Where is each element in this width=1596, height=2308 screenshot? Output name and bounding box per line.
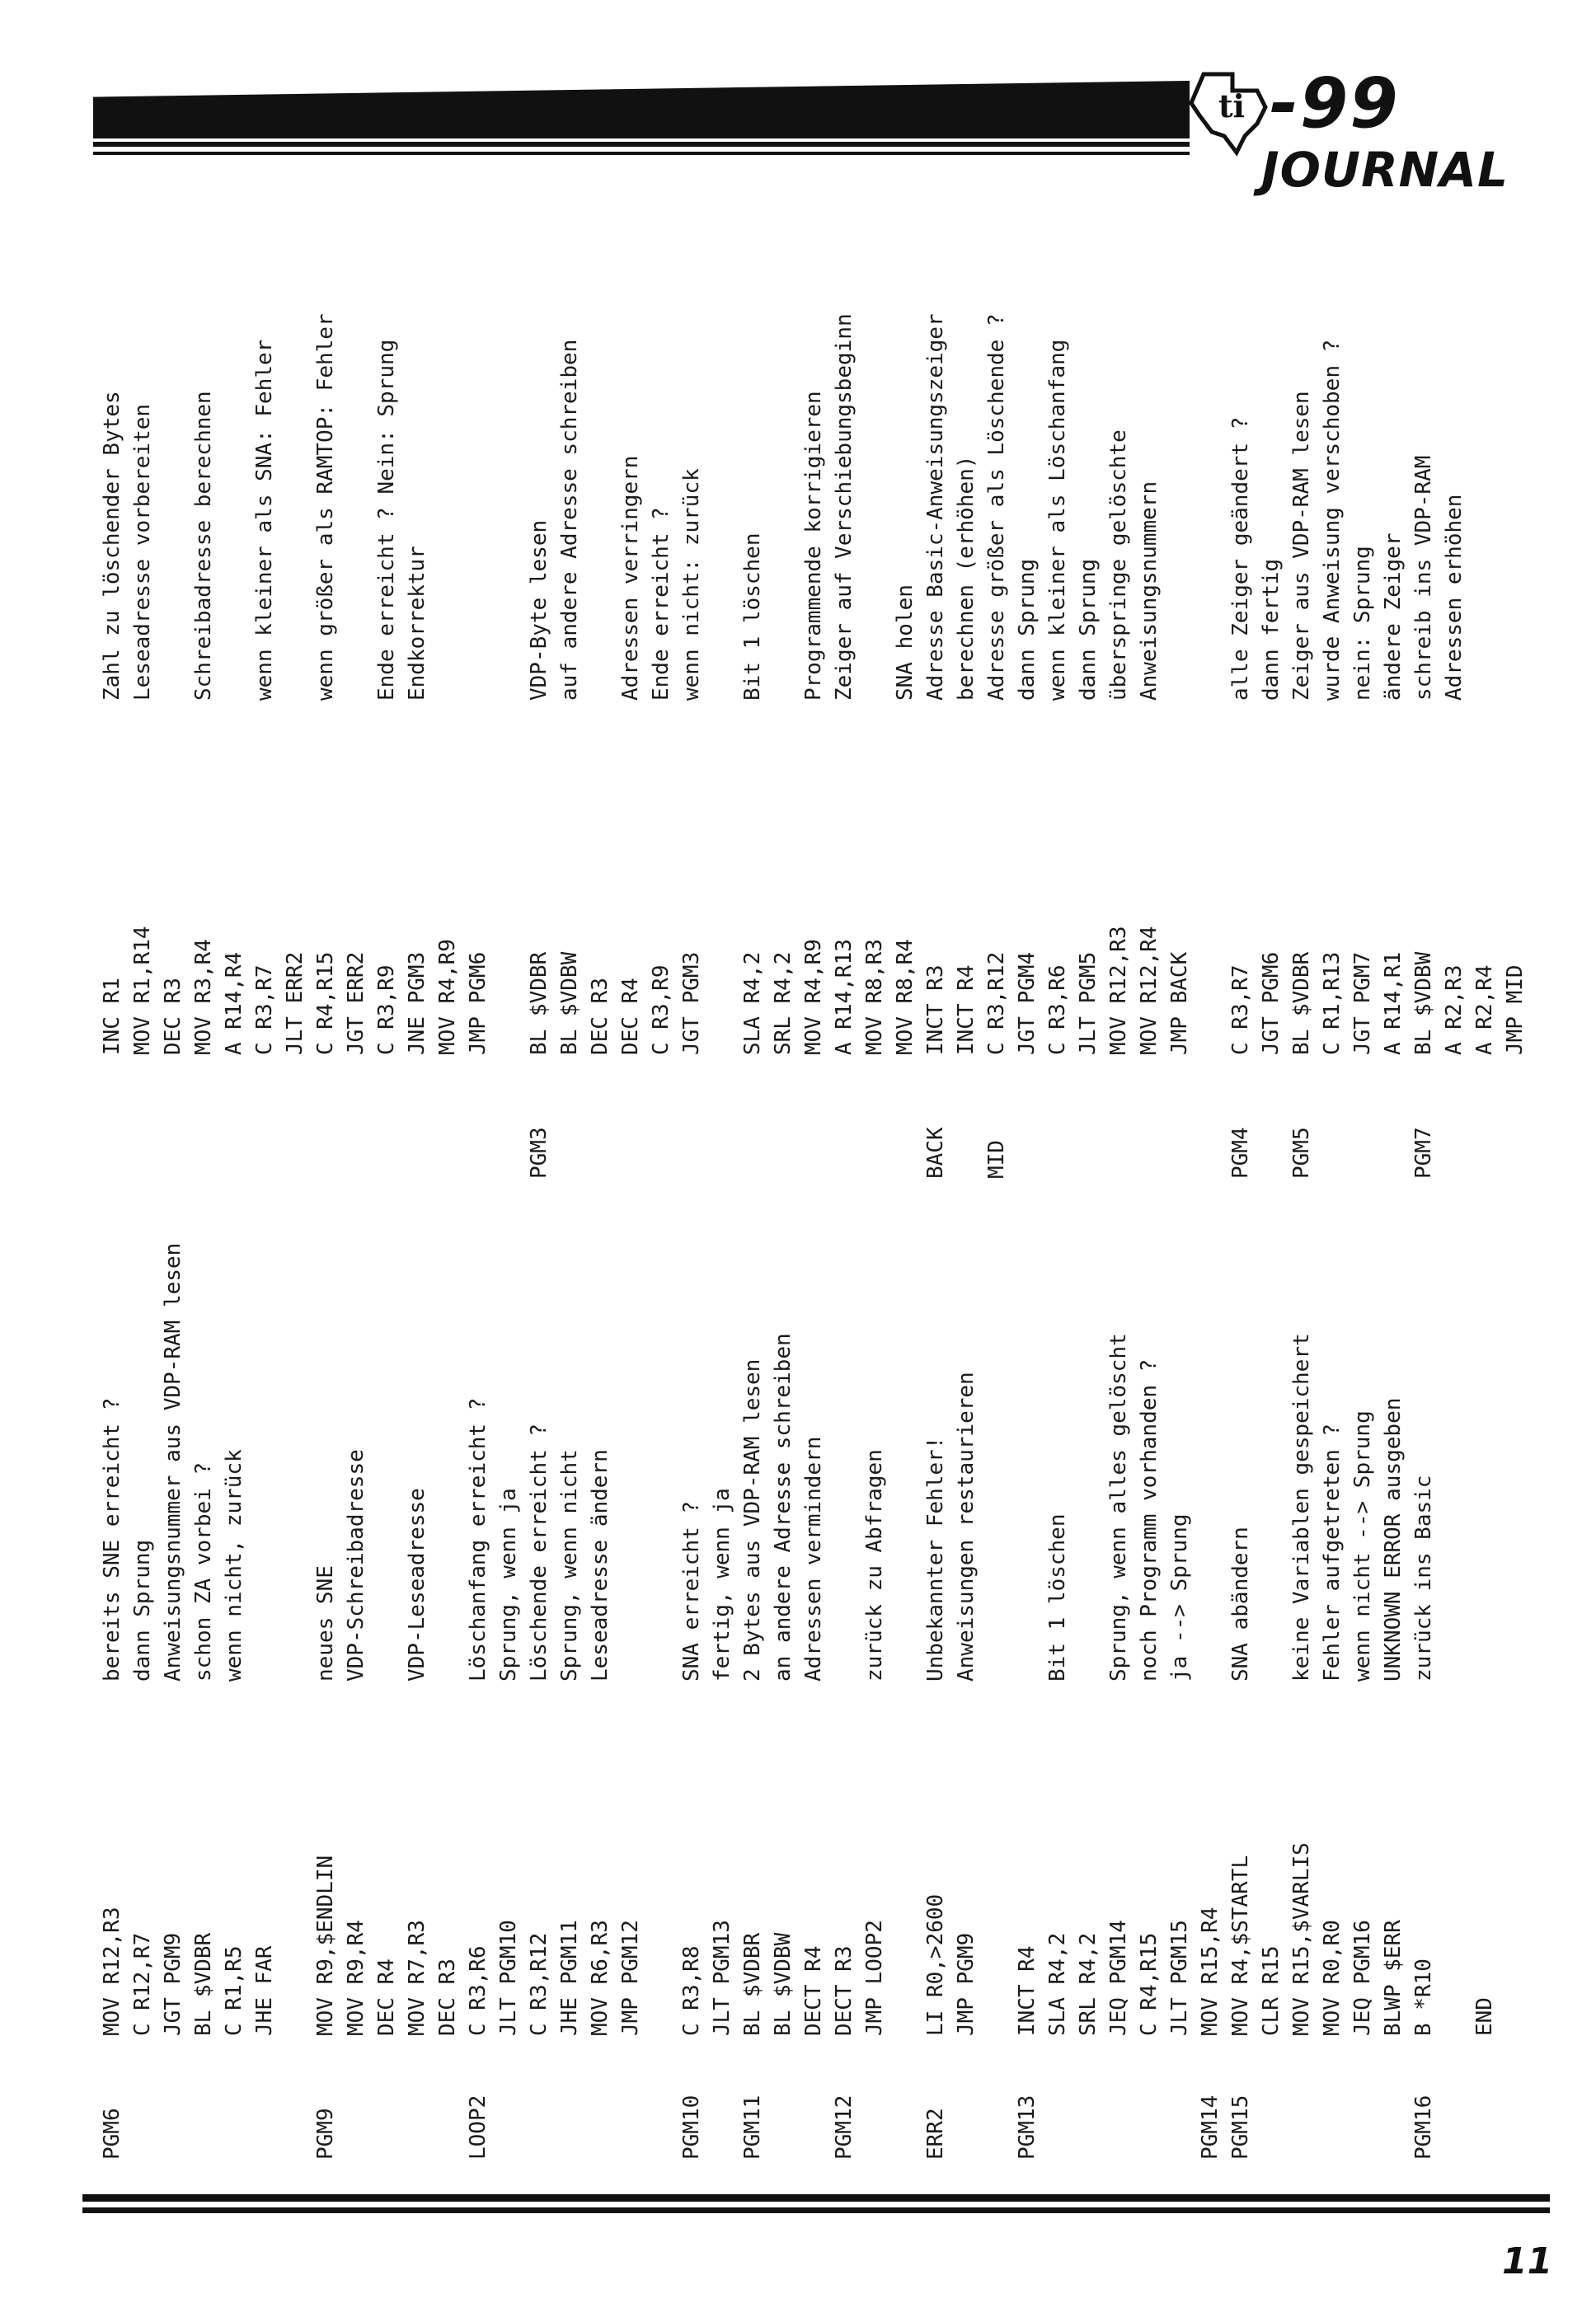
code-instruction: DEC R3	[161, 978, 185, 1055]
code-label: PGM15	[1228, 2095, 1253, 2160]
code-instruction: JEQ PGM16	[1350, 1920, 1375, 2036]
code-line	[1228, 0, 1254, 1179]
code-line	[190, 0, 217, 1179]
code-label: PGM6	[100, 2108, 124, 2160]
code-comment: zurück ins Basic	[1411, 1475, 1436, 1682]
code-comment: Adressen verringern	[618, 455, 643, 701]
code-instruction: JLT PGM15	[1167, 1920, 1192, 2036]
code-line	[1044, 0, 1071, 1179]
code-instruction: A R14,R13	[832, 939, 857, 1055]
code-label: LOOP2	[466, 2095, 491, 2160]
code-line	[465, 0, 491, 1179]
code-instruction: JLT PGM13	[710, 1920, 735, 2036]
code-comment: Anweisungsnummern	[1137, 481, 1162, 701]
code-instruction: MOV R7,R3	[405, 1920, 430, 2036]
code-comment: wenn kleiner als Löschanfang	[1045, 339, 1070, 701]
code-instruction: DEC R3	[435, 1959, 460, 2036]
code-line	[861, 0, 888, 1179]
code-instruction: C R3,R9	[649, 964, 674, 1055]
code-instruction: BL $VDBR	[740, 1932, 765, 2036]
code-line	[404, 0, 430, 1179]
code-comment: Bit 1 löschen	[740, 532, 765, 701]
code-line	[587, 0, 613, 1179]
code-comment: Zahl zu löschender Bytes	[100, 391, 124, 701]
code-comment: noch Programm vorhanden ?	[1137, 1358, 1162, 1682]
code-comment: bereits SNE erreicht ?	[100, 1397, 124, 1682]
code-line	[709, 0, 735, 1179]
code-instruction: MOV R9,$ENDLIN	[313, 1855, 338, 2036]
code-instruction: B *R10	[1411, 1959, 1436, 2036]
code-label: BACK	[923, 1127, 948, 1179]
code-line	[983, 0, 1010, 1179]
code-comment: Fehler aufgetreten ?	[1320, 1423, 1345, 1682]
code-instruction: JGT PGM4	[1015, 951, 1040, 1055]
code-instruction: BL $VDBR	[527, 951, 552, 1055]
code-instruction: C R3,R6	[466, 1945, 491, 2036]
code-instruction: MOV R15,$VARLIS	[1289, 1842, 1314, 2036]
brand-journal: JOURNAL	[1261, 142, 1509, 198]
code-line	[343, 0, 369, 1179]
code-comment: Leseadresse vorbereiten	[130, 403, 155, 701]
code-comment: auf andere Adresse schreiben	[557, 339, 582, 701]
code-label: MID	[984, 1140, 1009, 1179]
code-instruction: DEC R4	[374, 1959, 399, 2036]
brand-number: -99	[1270, 63, 1400, 143]
code-label: PGM12	[832, 2095, 857, 2160]
code-line	[556, 0, 583, 1179]
code-label: PGM9	[313, 2108, 338, 2160]
code-line	[434, 0, 461, 1179]
code-line	[922, 0, 949, 1179]
code-instruction: MOV R3,R4	[191, 939, 216, 1055]
code-comment: Löschende erreicht ?	[527, 1423, 552, 1682]
code-instruction: DEC R3	[588, 978, 613, 1055]
code-instruction: MOV R4,R9	[435, 939, 460, 1055]
code-label: PGM14	[1198, 2095, 1223, 2160]
code-instruction: SLA R4,2	[740, 951, 765, 1055]
code-comment: VDP-Leseadresse	[405, 1488, 430, 1682]
code-instruction: C R3,R6	[1045, 964, 1070, 1055]
code-comment: 2 Bytes aus VDP-RAM lesen	[740, 1358, 765, 1682]
code-line	[1258, 0, 1284, 1179]
code-instruction: C R3,R12	[527, 1932, 552, 2036]
code-comment: Anweisungen restaurieren	[954, 1372, 979, 1682]
code-line	[678, 0, 705, 1179]
code-instruction: JEQ PGM14	[1106, 1920, 1131, 2036]
code-comment: Sprung, wenn alles gelöscht	[1106, 1333, 1131, 1682]
code-line	[221, 0, 247, 1179]
code-line	[99, 0, 125, 1179]
code-line	[1441, 0, 1467, 1179]
code-instruction: JMP BACK	[1167, 951, 1192, 1055]
code-line	[282, 0, 308, 1179]
code-comment: Schreibadresse berechnen	[191, 391, 216, 701]
code-comment: dann fertig	[1259, 558, 1284, 701]
code-label: PGM7	[1411, 1127, 1436, 1179]
code-label: PGM10	[679, 2095, 704, 2160]
code-instruction: JMP LOOP2	[862, 1920, 887, 2036]
code-comment: wenn nicht, zurück	[222, 1449, 246, 1682]
code-line	[770, 0, 796, 1179]
code-instruction: SLA R4,2	[1045, 1932, 1070, 2036]
code-comment: an andere Adresse schreiben	[771, 1333, 796, 1682]
code-comment: dann Sprung	[1015, 558, 1040, 701]
code-instruction: JLT PGM5	[1076, 951, 1101, 1055]
code-instruction: SRL R4,2	[771, 951, 796, 1055]
code-comment: schreib ins VDP-RAM	[1411, 455, 1436, 701]
code-instruction: MOV R8,R4	[893, 939, 918, 1055]
code-comment: Adressen erhöhen	[1442, 494, 1467, 701]
code-instruction: LI R0,>2600	[923, 1893, 948, 2036]
code-comment: Leseadresse ändern	[588, 1449, 613, 1682]
code-line	[251, 0, 278, 1179]
code-comment: dann Sprung	[130, 1539, 155, 1682]
code-line	[1197, 0, 1223, 1179]
code-instruction: JGT PGM6	[1259, 951, 1284, 1055]
code-comment: UNKNOWN ERROR ausgeben	[1381, 1397, 1406, 1682]
code-comment: wenn nicht: zurück	[679, 468, 704, 701]
code-line	[495, 0, 522, 1179]
code-comment: Unbekannter Fehler!	[923, 1436, 948, 1682]
code-instruction: MOV R1,R14	[130, 926, 155, 1055]
code-instruction: INC R1	[100, 978, 124, 1055]
code-line	[1166, 0, 1193, 1179]
code-instruction: C R12,R7	[130, 1932, 155, 2036]
code-comment: Zeiger auf Verschiebungsbeginn	[832, 313, 857, 701]
code-instruction: JMP PGM6	[466, 951, 491, 1055]
code-instruction: MOV R4,R9	[801, 939, 826, 1055]
code-line	[526, 0, 552, 1179]
code-line	[1411, 0, 1437, 1179]
code-comment: überspringe gelöschte	[1106, 429, 1131, 701]
code-comment: Programmende korrigieren	[801, 391, 826, 701]
code-instruction: INCT R4	[954, 964, 979, 1055]
code-instruction: JGT ERR2	[344, 951, 368, 1055]
code-comment: SNA abändern	[1228, 1527, 1253, 1682]
code-instruction: C R1,R13	[1320, 951, 1345, 1055]
code-instruction: MOV R12,R3	[100, 1907, 124, 2036]
code-comment: Löschanfang erreicht ?	[466, 1397, 491, 1682]
code-comment: Bit 1 löschen	[1045, 1513, 1070, 1682]
code-comment: fertig, wenn ja	[710, 1488, 735, 1682]
code-label: PGM5	[1289, 1127, 1314, 1179]
code-comment: dann Sprung	[1076, 558, 1101, 701]
code-instruction: BL $VDBW	[557, 951, 582, 1055]
code-line	[831, 0, 857, 1179]
code-comment: Anweisungsnummer aus VDP-RAM lesen	[161, 1242, 185, 1682]
code-comment: Ende erreicht ?	[649, 507, 674, 701]
code-instruction: JGT PGM7	[1350, 951, 1375, 1055]
code-instruction: MOV R12,R4	[1137, 926, 1162, 1055]
code-instruction: MOV R12,R3	[1106, 926, 1131, 1055]
code-instruction: A R14,R4	[222, 951, 246, 1055]
code-line	[1014, 0, 1040, 1179]
code-line	[1319, 0, 1345, 1179]
code-instruction: JLT PGM10	[496, 1920, 521, 2036]
code-line	[1380, 0, 1406, 1179]
code-instruction: A R2,R4	[1472, 964, 1497, 1055]
code-instruction: C R4,R15	[1137, 1932, 1162, 2036]
code-instruction: C R3,R9	[374, 964, 399, 1055]
code-line	[1136, 0, 1162, 1179]
code-instruction: JMP MID	[1503, 964, 1528, 1055]
code-instruction: BLWP $ERR	[1381, 1920, 1406, 2036]
code-instruction: A R2,R3	[1442, 964, 1467, 1055]
code-comment: SNA erreicht ?	[679, 1500, 704, 1682]
code-instruction: C R4,R15	[313, 951, 338, 1055]
footer-rule-thin	[82, 2207, 1550, 2213]
code-comment: Adressen vermindern	[801, 1436, 826, 1682]
code-instruction: C R1,R5	[222, 1945, 246, 2036]
code-comment: berechnen (erhöhen)	[954, 455, 979, 701]
code-comment: VDP-Schreibadresse	[344, 1449, 368, 1682]
code-comment: schon ZA vorbei ?	[191, 1461, 216, 1682]
code-line	[953, 0, 979, 1179]
code-instruction: BL $VDBR	[1289, 951, 1314, 1055]
code-instruction: BL $VDBW	[771, 1932, 796, 2036]
code-comment: nein: Sprung	[1350, 546, 1375, 701]
code-instruction: END	[1472, 1997, 1497, 2036]
code-comment: wenn kleiner als SNA: Fehler	[252, 339, 277, 701]
code-comment: wenn größer als RAMTOP: Fehler	[313, 313, 338, 701]
code-instruction: DECT R4	[801, 1945, 826, 2036]
code-comment: Endkorrektur	[405, 546, 430, 701]
code-comment: alle Zeiger geändert ?	[1228, 416, 1253, 701]
code-instruction: C R3,R7	[252, 964, 277, 1055]
code-line	[800, 0, 827, 1179]
code-comment: SNA holen	[893, 584, 918, 701]
code-instruction: JHE PGM11	[557, 1920, 582, 2036]
code-instruction: C R3,R7	[1228, 964, 1253, 1055]
code-comment: ändere Zeiger	[1381, 532, 1406, 701]
code-line	[1105, 0, 1132, 1179]
code-line	[1350, 0, 1376, 1179]
code-instruction: JGT PGM3	[679, 951, 704, 1055]
code-instruction: INCT R3	[923, 964, 948, 1055]
code-instruction: INCT R4	[1015, 1945, 1040, 2036]
code-comment: Adresse größer als Löschende ?	[984, 313, 1009, 701]
code-line	[373, 0, 400, 1179]
code-comment: wenn nicht --> Sprung	[1350, 1410, 1375, 1682]
code-label: PGM4	[1228, 1127, 1253, 1179]
footer-rule	[82, 2194, 1550, 2202]
code-comment: ja --> Sprung	[1167, 1513, 1192, 1682]
code-label: PGM3	[527, 1127, 552, 1179]
code-label: PGM11	[740, 2095, 765, 2160]
code-instruction: DECT R3	[832, 1945, 857, 2036]
code-comment: VDP-Byte lesen	[527, 519, 552, 701]
code-line	[648, 0, 674, 1179]
assembly-listing	[82, 231, 1528, 2160]
code-line	[892, 0, 918, 1179]
code-instruction: JMP PGM9	[954, 1932, 979, 2036]
code-line	[739, 0, 766, 1179]
code-instruction: MOV R0,R0	[1320, 1920, 1345, 2036]
code-comment: Sprung, wenn nicht	[557, 1449, 582, 1682]
code-instruction: A R14,R1	[1381, 951, 1406, 1055]
code-line	[1075, 0, 1101, 1179]
svg-text:ti: ti	[1218, 87, 1245, 124]
code-label: PGM13	[1015, 2095, 1040, 2160]
code-instruction: MOV R8,R3	[862, 939, 887, 1055]
code-instruction: BL $VDBW	[1411, 951, 1436, 1055]
code-line	[312, 0, 339, 1179]
code-line	[1472, 0, 1498, 1179]
code-instruction: C R3,R8	[679, 1945, 704, 2036]
code-comment: keine Variablen gespeichert	[1289, 1333, 1314, 1682]
code-instruction: JHE FAR	[252, 1945, 277, 2036]
code-comment: Adresse Basic-Anweisungszeiger	[923, 313, 948, 701]
code-line	[617, 0, 644, 1179]
code-comment: Zeiger aus VDP-RAM lesen	[1289, 391, 1314, 701]
code-instruction: MOV R9,R4	[344, 1920, 368, 2036]
code-comment: wurde Anweisung verschoben ?	[1320, 339, 1345, 701]
code-instruction: JGT PGM9	[161, 1932, 185, 2036]
code-label: PGM16	[1411, 2095, 1436, 2160]
code-line	[1502, 0, 1528, 1179]
code-instruction: DEC R4	[618, 978, 643, 1055]
code-line	[1289, 0, 1315, 1179]
code-line	[129, 0, 156, 1179]
code-line	[160, 0, 186, 1179]
code-instruction: C R3,R12	[984, 951, 1009, 1055]
code-comment: Sprung, wenn ja	[496, 1488, 521, 1682]
page-number: 11	[1502, 2240, 1553, 2282]
code-instruction: MOV R6,R3	[588, 1920, 613, 2036]
code-instruction: CLR R15	[1259, 1945, 1284, 2036]
code-instruction: JLT ERR2	[283, 951, 307, 1055]
code-instruction: JMP PGM12	[618, 1920, 643, 2036]
code-instruction: MOV R4,$STARTL	[1228, 1855, 1253, 2036]
code-instruction: BL $VDBR	[191, 1932, 216, 2036]
code-instruction: MOV R15,R4	[1198, 1907, 1223, 2036]
code-label: ERR2	[923, 2108, 948, 2160]
code-instruction: JNE PGM3	[405, 951, 430, 1055]
code-comment: neues SNE	[313, 1565, 338, 1682]
code-instruction: SRL R4,2	[1076, 1932, 1101, 2036]
code-comment: zurück zu Abfragen	[862, 1449, 887, 1682]
code-comment: Ende erreicht ? Nein: Sprung	[374, 339, 399, 701]
